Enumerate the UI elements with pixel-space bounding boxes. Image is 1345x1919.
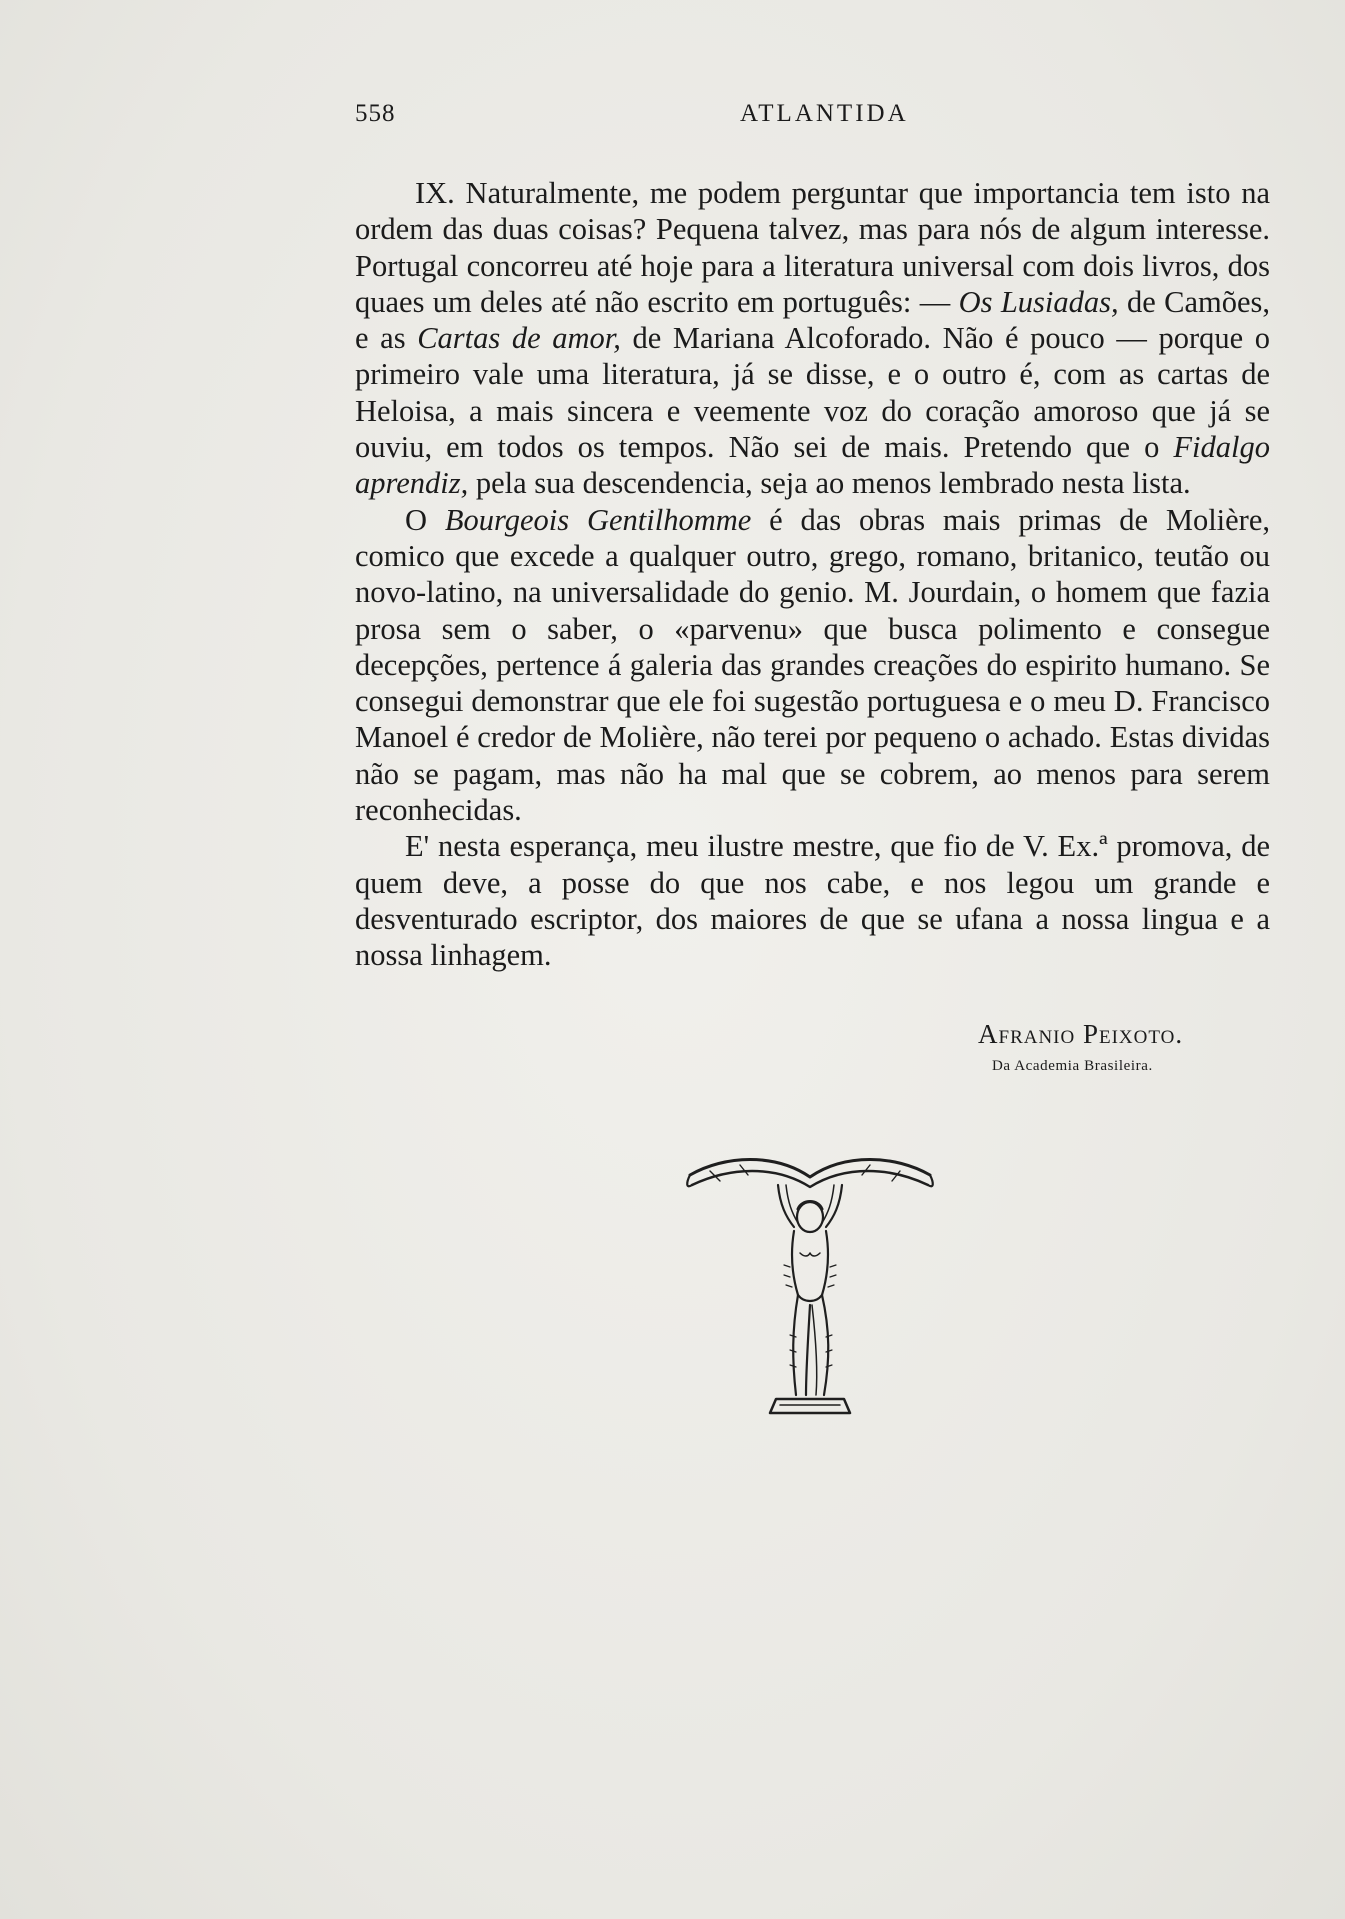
text-run: E' nesta esperança, meu ilustre mestre, que fio de V. Ex.ª promova, de quem deve, a posse do que nos cabe, e nos legou um grande e desventurado escriptor, dos maiores de que se ufana a nossa lingua e a nossa linhagem. bbox=[355, 829, 1270, 973]
text-run: O bbox=[405, 502, 445, 537]
signature-name: Afranio Peixoto. bbox=[978, 1019, 1184, 1049]
italic-title: Cartas de amor, bbox=[417, 321, 621, 356]
page-number: 558 bbox=[355, 100, 396, 127]
running-title: ATLANTIDA bbox=[740, 100, 909, 127]
text-run: pela sua descendencia, seja ao menos lembrado nesta lista. bbox=[468, 466, 1191, 501]
figure-holding-scroll-ornament-icon bbox=[680, 1155, 940, 1435]
text-run: de Camões, e as bbox=[355, 284, 1270, 356]
text-run: IX. Naturalmente, me podem perguntar que importancia tem isto na ordem das duas coisas? Pequena talvez, mas para nós de algum interesse. Portugal concorreu até hoje para a literatura universal com dois livros, dos quaes um deles até não escrito em português: — bbox=[355, 176, 1270, 319]
paragraph bbox=[355, 175, 1270, 502]
paragraph bbox=[355, 828, 1270, 973]
signature-affiliation: Da Academia Brasileira. bbox=[992, 1058, 1153, 1074]
italic-title: Fidalgo aprendiz, bbox=[355, 430, 1270, 501]
body-text bbox=[355, 175, 1270, 974]
page-header bbox=[355, 100, 1265, 140]
text-run: de Mariana Alcoforado. Não é pouco — porque o primeiro vale uma literatura, já se disse, e o outro é, com as cartas de Heloisa, a mais sincera e veemente voz do coração amoroso que já se ouviu, em todos os tempos. Não sei de mais. Pretendo que o bbox=[355, 321, 1271, 465]
italic-title: Os Lusiadas, bbox=[958, 284, 1119, 319]
paragraph bbox=[355, 502, 1270, 829]
italic-title: Bourgeois Gentilhomme bbox=[444, 502, 752, 537]
text-run: é das obras mais primas de Molière, comico que excede a qualquer outro, grego, romano, britanico, teutão ou novo-latino, na universalidade do genio. M. Jourdain, o homem que fazia prosa sem o saber, o «parvenu» que busca polimento e consegue decepções, pertence á galeria das grandes creações do espirito humano. Se consegui demonstrar que ele foi sugestão portuguesa e o meu D. Francisco Manoel é credor de Molière, não terei por pequeno o achado. Estas dividas não se pagam, mas não ha mal que se cobrem, ao menos para serem reconhecidas. bbox=[355, 502, 1271, 828]
